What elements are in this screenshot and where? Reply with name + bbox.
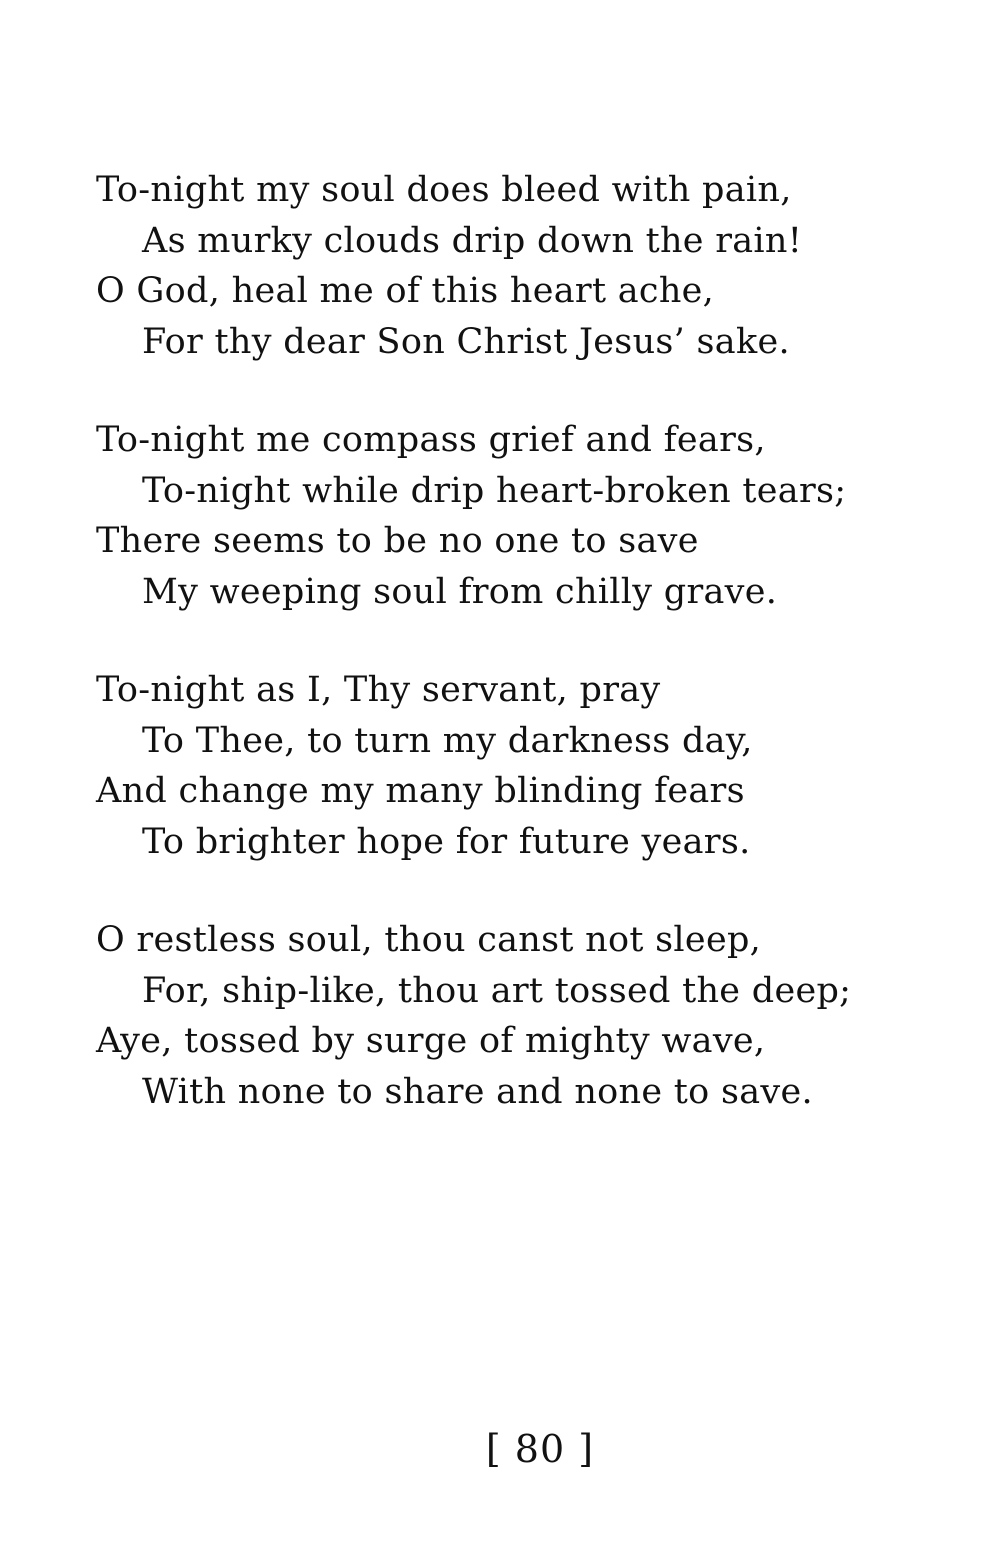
poem-line: O restless soul, thou canst not sleep,: [96, 920, 762, 960]
poem-line: There seems to be no one to save: [96, 521, 699, 561]
poem-line: For thy dear Son Christ Jesus’ sake.: [142, 321, 790, 362]
poem-line: O God, heal me of this heart ache,: [96, 271, 715, 311]
poem-line: To brighter hope for future years.: [142, 821, 751, 862]
stanza-4: [96, 915, 976, 1117]
page-number: [ 80 ]: [485, 1427, 595, 1471]
poem-line: To-night my soul does bleed with pain,: [96, 170, 792, 210]
poem-line: To-night while drip heart-broken tears;: [142, 470, 847, 511]
poem-line: To-night me compass grief and fears,: [96, 420, 766, 460]
poem-line: With none to share and none to save.: [142, 1071, 813, 1112]
poem-line: To-night as I, Thy servant, pray: [96, 670, 661, 710]
stanza-2: [96, 415, 976, 617]
poem-line: For, ship-like, thou art tossed the deep;: [142, 970, 852, 1011]
stanza-3: [96, 665, 976, 867]
poem-line: Aye, tossed by surge of mighty wave,: [96, 1021, 766, 1061]
stanza-1: [96, 165, 976, 367]
poem-line: My weeping soul from chilly grave.: [142, 571, 778, 612]
poem-line: And change my many blinding fears: [96, 771, 745, 811]
poem-line: To Thee, to turn my darkness day,: [142, 720, 753, 761]
poem-line: As murky clouds drip down the rain!: [142, 220, 803, 261]
poem: [96, 165, 976, 1165]
